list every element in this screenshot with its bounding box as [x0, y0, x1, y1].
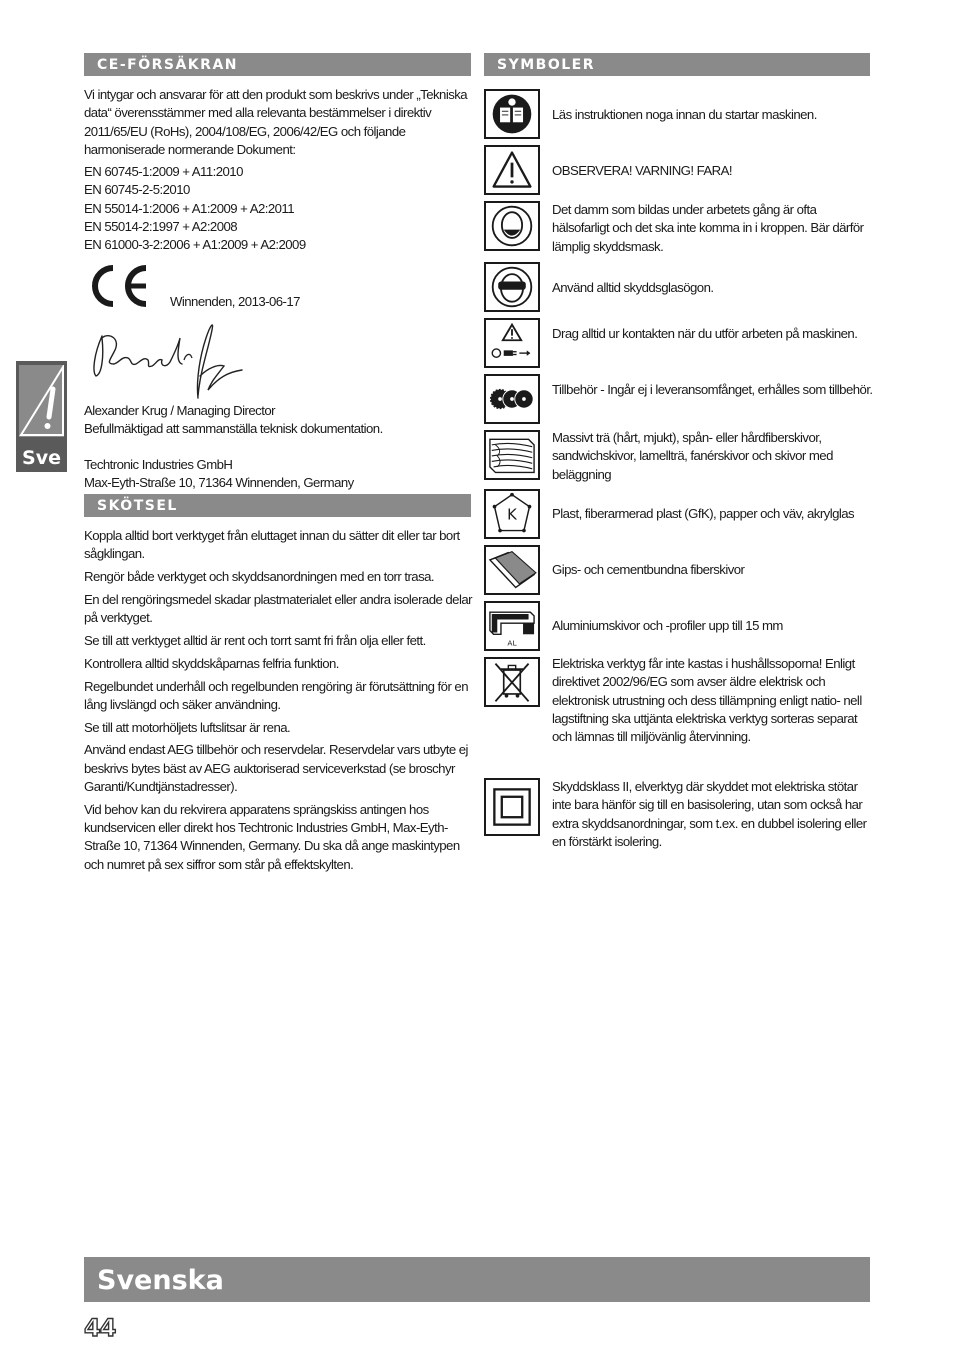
symbol-text: Det damm som bildas under arbetets gång är ofta hälsofarligt och det ska inte komma in i kroppen. Bär därför lämplig skyddsmask. [552, 202, 864, 254]
warning-triangle-icon [484, 145, 540, 195]
symbol-text: Elektriska verktyg får inte kastas i hushållssoporna! Enligt direktivet 2002/96/EG som avser äldre elektrisk och elektronisk utrustning och dess tillämpning enligt natio- nell lagstiftning ska uttjänta elektriska verktyg sorteras separat och lämnas till miljövänlig återvinning. [552, 656, 862, 745]
care-paragraph: Regelbundet underhåll och regelbunden rengöring är förutsättning för en lång livslängd och säker användning. [84, 678, 468, 712]
symbol-text: Använd alltid skyddsglasögon. [552, 280, 714, 295]
standard-item: EN 61000-3-2:2006 + A1:2009 + A2:2009 [84, 237, 306, 253]
svg-text:AL: AL [507, 638, 517, 648]
wood-boards-icon [484, 430, 540, 480]
care-paragraph: Vid behov kan du rekvirera apparatens sprängskiss antingen hos kundservicen eller direkt hos Techtronic Industries GmbH, Max-Eyth-Straße 10, 71364 Winnenden, Germany. Du ska då ange maskintypen och numret på sex siffror som står på effektskylten. [84, 801, 460, 872]
company-address: Max-Eyth-Straße 10, 71364 Winnenden, Germany [84, 475, 354, 491]
company-name: Techtronic Industries GmbH [84, 457, 233, 472]
aluminium-profile-icon [484, 601, 540, 651]
care-paragraph: Se till att motorhöljets luftslitsar är rena. [84, 719, 291, 735]
care-paragraph: Koppla alltid bort verktyget från eluttaget innan du sätter dit eller tar bort sågklingan. [84, 528, 460, 562]
ce-intro-text: Vi intygar och ansvarar för att den produkt som beskrivs under „Tekniska data“ överensstämmer med alla relevanta bestämmelser i direktiv 2011/65/EU (RoHs), 2004/108/EG, 2006/42/EG och följande harmoniserade normerande Dokument: [84, 87, 468, 157]
care-paragraph: Se till att verktyget alltid är rent och torrt samt fri från olja eller fett. [84, 632, 426, 648]
ce-company-block [84, 456, 469, 493]
symbol-text: Läs instruktionen noga innan du startar maskinen. [552, 107, 817, 122]
symbol-text: Aluminiumskivor och -profiler upp till 15 mm [552, 618, 783, 633]
protection-class-ii-icon [484, 778, 540, 836]
care-section-header: SKÖTSEL [84, 494, 471, 517]
plastic-icon [484, 489, 540, 539]
care-paragraph: En del rengöringsmedel skadar plastmaterialet eller andra isolerade delar på verktyget. [84, 591, 472, 626]
standard-item: EN 60745-2-5:2010 [84, 182, 190, 198]
symbol-text: Drag alltid ur kontakten när du utför arbeten på maskinen. [552, 326, 858, 341]
page-number: 44 [84, 1314, 116, 1342]
authorized-note: Befullmäktigad att sammanställa teknisk dokumentation. [84, 421, 383, 437]
symbol-text: Plast, fiberarmerad plast (GfK), papper och väv, akrylglas [552, 506, 855, 521]
care-paragraph: Kontrollera alltid skyddskåparnas felfria funktion. [84, 655, 339, 671]
symbol-text: Massivt trä (hårt, mjukt), spån- eller hårdfiberskivor, sandwichskivor, lamellträ, fanérskivor och skivor med beläggning [552, 430, 833, 482]
gypsum-board-icon [484, 545, 540, 595]
safety-goggles-icon [484, 262, 540, 312]
symbol-text: OBSERVERA! VARNING! FARA! [552, 163, 732, 178]
svg-text:K: K [507, 506, 517, 524]
signer-name: Alexander Krug / Managing Director [84, 403, 275, 418]
saw-blades-icon [484, 374, 540, 424]
symbols-section-header: SYMBOLER [484, 53, 870, 76]
signature-image [88, 316, 248, 402]
ce-section-header: CE-FÖRSÄKRAN [84, 53, 471, 76]
dust-mask-icon [484, 201, 540, 251]
language-side-tab [16, 361, 67, 472]
unplug-icon [484, 318, 540, 368]
standard-item: EN 55014-1:2006 + A1:2009 + A2:2011 [84, 200, 295, 216]
warning-exclamation-icon [19, 365, 64, 437]
weee-bin-icon [484, 657, 540, 707]
care-paragraph: Använd endast AEG tillbehör och reservdelar. Reservdelar vars utbyte ej beskrivs bytes bäst av AEG auktoriserad serviceverkstad (se broschyr Garanti/Kundtjänstadresser). [84, 742, 468, 795]
read-manual-icon [484, 89, 540, 139]
ce-mark-logo [86, 263, 152, 309]
ce-place-date: Winnenden, 2013-06-17 [170, 294, 300, 309]
side-tab-label: Sve [22, 447, 61, 469]
ce-standards-list [84, 163, 469, 254]
standard-item: EN 60745-1:2009 + A11:2010 [84, 164, 243, 179]
symbol-text: Gips- och cementbundna fiberskivor [552, 562, 745, 577]
symbol-text: Skyddsklass II, elverktyg där skyddet mot elektriska stötar inte bara hänför sig till en basisolering, utan som också har extra skyddsanordningar, som t.ex. en dubbel isolering eller en förstärkt isolering. [552, 779, 867, 849]
care-text [84, 527, 472, 879]
ce-signer-block [84, 402, 469, 439]
care-paragraph: Rengör både verktyget och skyddsanordningen med en torr trasa. [84, 569, 435, 585]
symbol-text: Tillbehör - Ingår ej i leveransomfånget, erhålles som tillbehör. [552, 382, 873, 397]
language-footer-bar: Svenska [84, 1257, 870, 1302]
standard-item: EN 55014-2:1997 + A2:2008 [84, 218, 238, 234]
